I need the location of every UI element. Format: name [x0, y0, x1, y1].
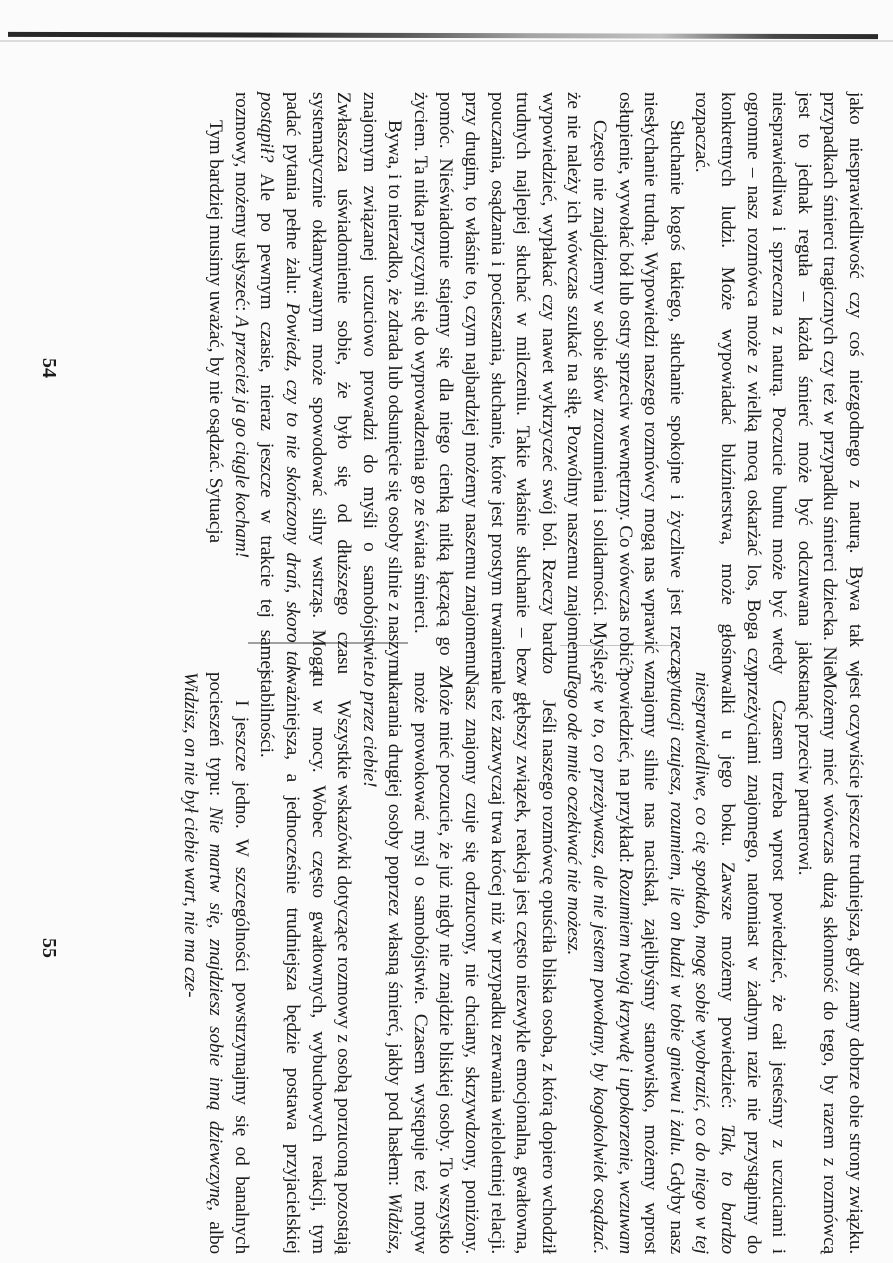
paragraph: Tym bardziej musimy uważać, by nie osądzać. Sytuacja [205, 120, 227, 543]
italic-quote: Widzisz, to przez ciebie! [358, 672, 406, 1254]
page-54-text [68, 92, 868, 674]
paragraph: jest oczywiście jeszcze trudniejsza, gdy znamy dobrze obie strony związku. Możemy mieć wówczas dużą skłonność do tego, by razem z rozmówcą stanąć przeciw partnerowi. [793, 672, 866, 1254]
page-55-body [177, 672, 868, 1254]
page-number-55: 55 [38, 938, 60, 958]
paragraph: Często nie znajdziemy w sobie słów zrozumienia i solidarności. Myślę, że nie należy ich wówczas szukać na siłę. Pozwólmy naszemu znajomemu wypowiedzieć, wypłakać czy nawet wykrzyczeć swój ból. Rzeczy bardzo trudnych najlepiej słuchać w milczeniu. Takie właśnie słuchanie – bez pouczania, osądzania i pocieszania, słuchanie, które jest prostym trwaniem przy drugim, to właśnie to, czym najbardziej możemy naszemu znajomemu pomóc. Nieświadomie stajemy się dla niego cienką nitką łączącą go z życiem. Ta nitka przyczyni się do wyprowadzenia go ze świata śmierci. [409, 92, 611, 674]
paragraph: Bywa, i to nierzadko, że zdrada lub odsunięcie się osoby silnie z naszym znajomym związanej uczuciowo prowadzi do myśli o samobójstwie. Zwłaszcza uświadomienie sobie, że było się od dłuższego czasu systematycznie okłamywanym może spowodować silny wstrząs. Mogą padać pytania pełne żalu: Powiedz, czy to nie skończony drań, skoro tak postąpił? Ale po pewnym czasie, nieraz jeszcze w trakcie tej samej rozmowy, możemy usłyszeć: A przecież ja go ciągle kocham! [230, 92, 406, 674]
page-number [37, 938, 60, 958]
italic-quote: A przecież ja go ciągle kocham! [230, 316, 252, 558]
page-number-54: 54 [38, 358, 60, 378]
page-55-text [68, 672, 868, 1254]
paragraph: I jeszcze jedno. W szczególności powstrzymajmy się od banalnych pocieszeń typu: Nie martw się, znajdziesz sobie inną dziewczynę, albo Widzisz, on nie był ciebie wart, nie ma cze- [179, 672, 252, 1254]
page-54-body [203, 92, 868, 674]
paragraph: jako niesprawiedliwość czy coś niezgodnego z naturą. Bywa tak w przypadkach śmierci tragicznych czy też w przypadku śmierci dziecka. Nie jest to jednak reguła – każda śmierć może być odczuwana jako niesprawiedliwa i sprzeczna z naturą. Poczucie buntu może być wtedy ogromne – nasz rozmówca może z wielką mocą oskarżać los, Boga czy konkretnych ludzi. Może wypowiadać bluźnierstwa, może głośno rozpaczać. [691, 92, 866, 674]
italic-quote: Tak, to bardzo niesprawiedliwe, co cię spotkało, mogę sobie wyobrazić, co do niego w tej sytuacji czujesz, rozumiem, ile on budzi w tobie gniewu i żalu. [665, 672, 739, 1254]
page-number [37, 358, 60, 378]
scan-border-shadow [0, 40, 893, 42]
paragraph: Wszystkie wskazówki dotyczące rozmowy z osobą porzuconą pozostają tu w mocy. Wobec często gwałtownych, wybuchowych reakcji, tym ważniejsza, a jednocześnie trudniejsza będzie postawa przyjacielskiej stabilności. [256, 672, 355, 1254]
scan-top-edge [0, 0, 893, 36]
scan-border-line [8, 32, 878, 39]
paragraph: Słuchanie kogoś takiego, słuchanie spokojne i życzliwe jest rzeczą niesłychanie trudną. Wypowiedzi naszego rozmówcy mogą nas wprawić w osłupienie, wywołać bół lub ostry sprzeciw wewnętrzny. Co wówczas robić? [614, 92, 687, 674]
italic-quote: Powiedz, czy to nie skończony drań, skoro tak postąpił? [256, 92, 303, 674]
paragraph: Jeśli naszego rozmówcę opuściła bliska osoba, z którą dopiero wchodził w głębszy związek, reakcja jest często niezwykle emocjonalna, gwałtowna, ale też zazwyczaj trwa krócej niż w przypadku zerwania wieloletniej relacji. Nasz znajomy czuje się odrzucony, nie chciany, skrzywdzony, poniżony. Może mieć poczucie, że już nigdy nie znajdzie bliskiej osoby. To wszystko może prowokować myśl o samobójstwie. Czasem występuje też motyw ukarania drugiej osoby poprzez własną śmierć, jakby pod hasłem: Widzisz, to przez ciebie! [358, 672, 559, 1254]
paragraph: Czasem trzeba wprost powiedzieć, że całi jesteśmy z uczuciami i przeżyciami znajomego, natomiast w żadnym razie nie przystąpimy do walki u jego boku. Zawsze możemy powiedzieć: Tak, to bardzo niesprawiedliwe, co cię spotkało, mogę sobie wyobrazić, co do niego w tej sytuacji czujesz, rozumiem, ile on budzi w tobie gniewu i żalu. Gdyby nasz znajomy silnie nas naciskał, zajęlibyśmy stanowisko, możemy wprost powiedzieć, na przykład: Rozumiem twoją krzywdę i upokorzenie, wczuwam się w to, co przeżywasz, ale nie jestem powołany, by kogokolwiek osądzać. Tego ode mnie oczekiwać nie możesz. [563, 672, 790, 1255]
italic-quote: Nie martw się, znajdziesz sobie inną dziewczynę, [205, 806, 227, 1211]
italic-quote: Rozumiem twoją krzywdę i upokorzenie, wczuwam się w to, co przeżywasz, ale nie jestem powołany, by kogokolwiek osądzać. Tego ode mnie oczekiwać nie możesz. [563, 672, 636, 1255]
italic-quote: Widzisz, on nie był ciebie wart, nie ma cze- [179, 672, 201, 998]
